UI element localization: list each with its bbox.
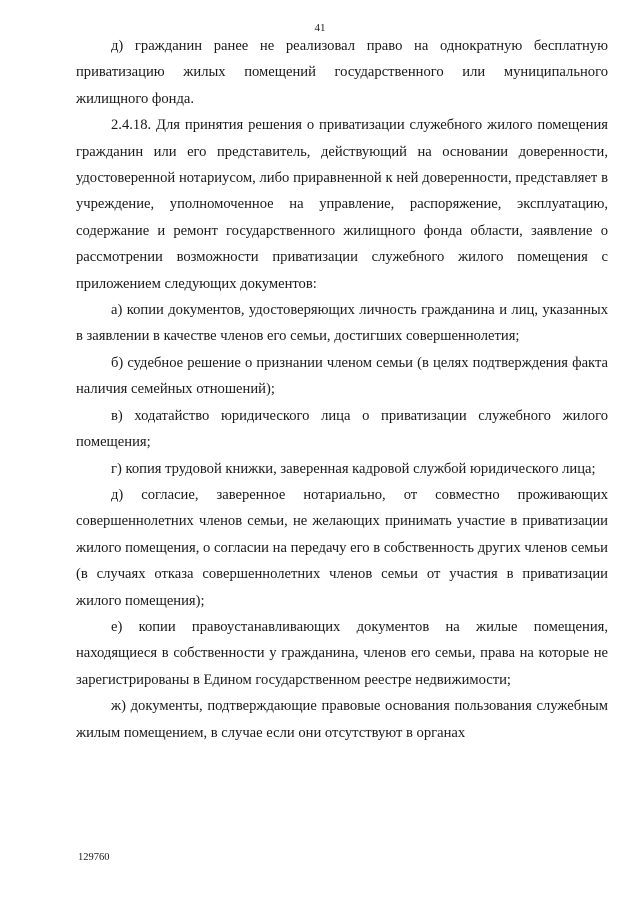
page-number: 41 xyxy=(314,22,326,34)
footer-document-code: 129760 xyxy=(78,852,110,863)
list-item-zh: ж) документы, подтверждающие правовые основания пользования служебным жилым помещением, в случае если они отсутствуют в органах xyxy=(76,698,608,741)
list-item-g: г) копия трудовой книжки, заверенная кадровой службой юридического лица; xyxy=(111,460,596,477)
paragraph-condition-d: д) гражданин ранее не реализовал право на однократную бесплатную приватизацию жилых помещений государственного или муниципального жилищного фонда. xyxy=(76,38,608,107)
paragraph-2-4-18: 2.4.18. Для принятия решения о приватизации служебного жилого помещения гражданин или его представитель, действующий на основании доверенности, удостоверенной нотариусом, либо приравненной к ней доверенности, представляет в учреждение, уполномоченное на управление, распоряжение, эксплуатацию, содержание и ремонт государственного жилищного фонда области, заявление о рассмотрении возможности приватизации служебного жилого помещения с приложением следующих документов: xyxy=(76,117,608,292)
list-item-d: д) согласие, заверенное нотариально, от совместно проживающих совершеннолетних членов семьи, не желающих принимать участие в приватизации жилого помещения, о согласии на передачу его в собственность других членов семьи (в случаях отказа совершеннолетних членов семьи от участия в приватизации жилого помещения); xyxy=(76,486,608,609)
list-item-e: е) копии правоустанавливающих документов на жилые помещения, находящиеся в собственности у гражданина, членов его семьи, права на которые не зарегистрированы в Едином государственном реестре недвижимости; xyxy=(76,618,608,688)
list-item-b: б) судебное решение о признании членом семьи (в целях подтверждения факта наличия семейных отношений); xyxy=(76,354,608,398)
list-item-v: в) ходатайство юридического лица о приватизации служебного жилого помещения; xyxy=(76,407,608,451)
list-item-a: а) копии документов, удостоверяющих личность гражданина и лиц, указанных в заявлении в качестве членов его семьи, достигших совершеннолетия; xyxy=(76,302,608,345)
document-body xyxy=(76,33,608,746)
